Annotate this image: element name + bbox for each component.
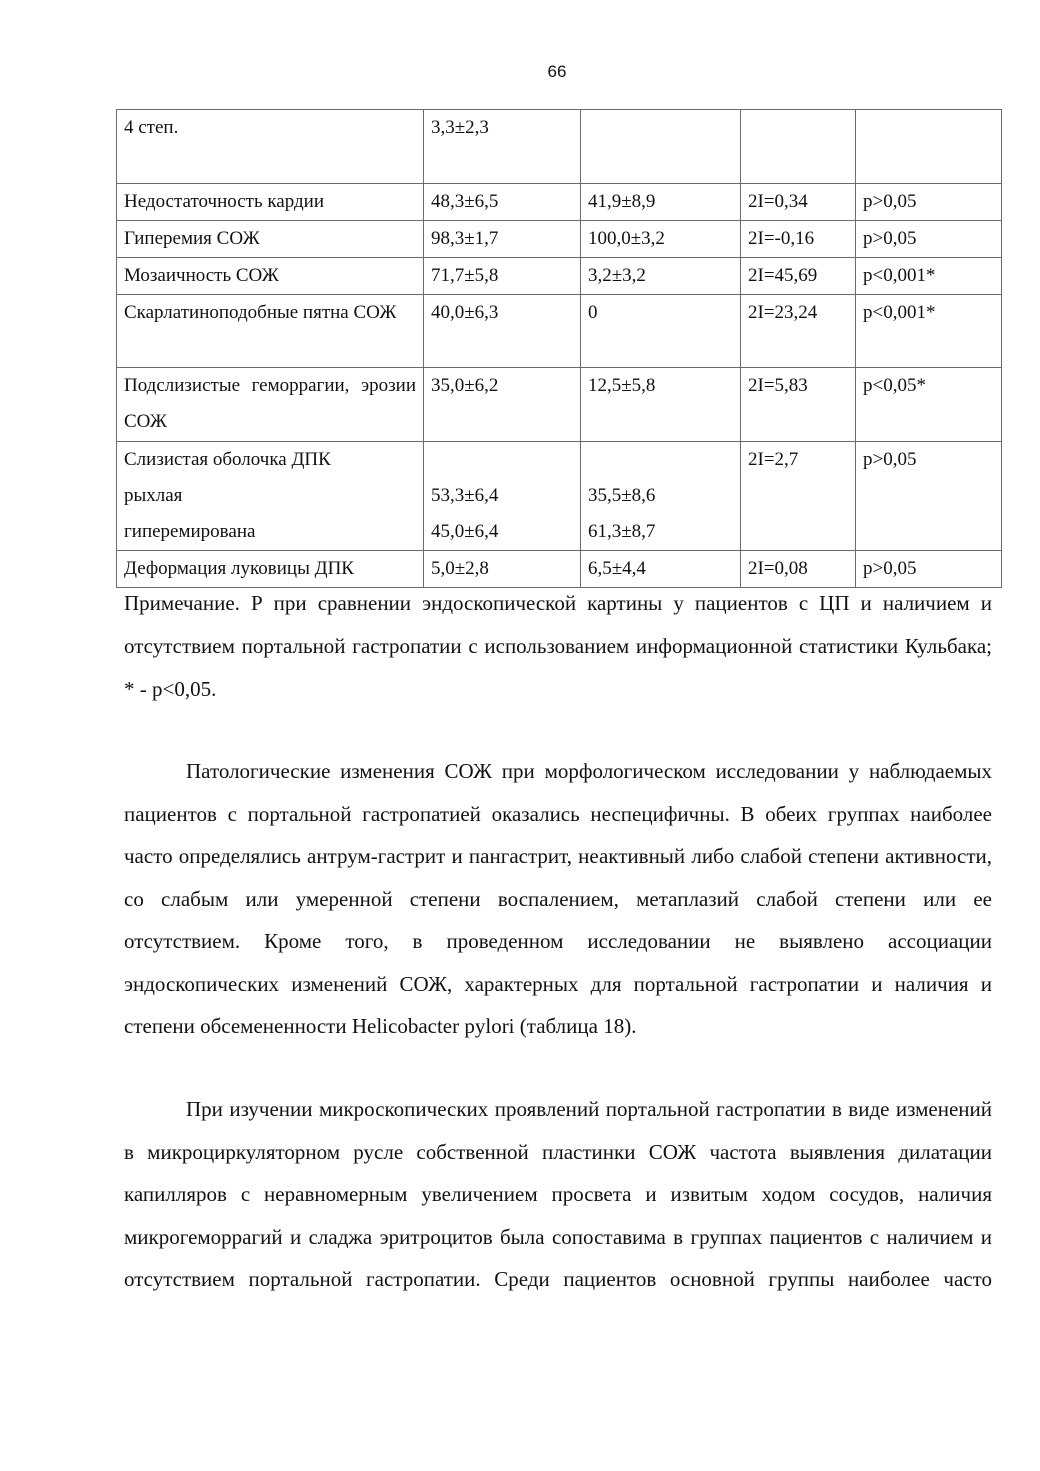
row-label: Мозаичность СОЖ xyxy=(117,258,424,295)
table-row xyxy=(117,258,1002,295)
row-label: Гиперемия СОЖ xyxy=(117,221,424,258)
row-label-line: Слизистая оболочка ДПК xyxy=(124,449,331,470)
group2-value: 6,5±4,4 xyxy=(581,551,741,588)
table-row xyxy=(117,295,1002,368)
group1-value: 40,0±6,3 xyxy=(424,295,581,368)
value-line xyxy=(431,442,573,478)
group1-value: 35,0±6,2 xyxy=(424,368,581,442)
value-line: 53,3±6,4 xyxy=(431,485,499,506)
p-value: p<0,001* xyxy=(856,295,1002,368)
statistic-value: 2I=-0,16 xyxy=(741,221,856,258)
statistic-value: 2I=0,34 xyxy=(741,184,856,221)
row-label: Деформация луковицы ДПК xyxy=(117,551,424,588)
table-row xyxy=(117,184,1002,221)
row-label-line: рыхлая xyxy=(124,485,183,506)
p-value: p<0,05* xyxy=(856,368,1002,442)
row-label: 4 степ. xyxy=(117,110,424,184)
page-number: 66 xyxy=(547,62,567,81)
group2-value: 0 xyxy=(581,295,741,368)
group1-value xyxy=(424,442,581,551)
row-label: Скарлатиноподобные пятна СОЖ xyxy=(117,295,424,368)
body-paragraph: При изучении микроскопических проявлений портальной гастропатии в виде изменений в микроциркуляторном русле собственной пластинки СОЖ частота выявления дилатации капилляров с неравномерным увеличением просвета и извитым ходом сосудов, наличия микрогеморрагий и сладжа эритроцитов была сопоставима в группах пациентов с наличием и отсутствием портальной гастропатии. Среди пациентов основной группы наиболее часто xyxy=(124,1097,992,1291)
body-paragraph: Патологические изменения СОЖ при морфологическом исследовании у наблюдаемых пациентов с портальной гастропатией оказались неспецифичны. В обеих группах наиболее часто определялись антрум-гастрит и пангастрит, неактивный либо слабой степени активности, со слабым или умеренной степени воспалением, метаплазий слабой степени или ее отсутствием. Кроме того, в проведенном исследовании не выявлено ассоциации эндоскопических изменений СОЖ, характерных для портальной гастропатии и наличия и степени обсемененности Helicobacter pylori (таблица 18). xyxy=(124,759,992,1038)
group2-value xyxy=(581,442,741,551)
value-line: 45,0±6,4 xyxy=(431,521,499,542)
table-row xyxy=(117,110,1002,184)
results-table xyxy=(116,109,1002,588)
statistic-value xyxy=(741,110,856,184)
statistic-value: 2I=45,69 xyxy=(741,258,856,295)
row-label: Подслизистые геморрагии, эрозии СОЖ xyxy=(117,368,424,442)
table-row xyxy=(117,368,1002,442)
value-line xyxy=(588,442,733,478)
value-line: 35,5±8,6 xyxy=(588,485,656,506)
row-label xyxy=(117,442,424,551)
p-value: p>0,05 xyxy=(856,442,1002,551)
value-line: 61,3±8,7 xyxy=(588,521,656,542)
group1-value: 5,0±2,8 xyxy=(424,551,581,588)
group1-value: 71,7±5,8 xyxy=(424,258,581,295)
table-row xyxy=(117,442,1002,551)
p-value: p<0,001* xyxy=(856,258,1002,295)
group1-value: 98,3±1,7 xyxy=(424,221,581,258)
table-note: Примечание. Р при сравнении эндоскопической картины у пациентов с ЦП и наличием и отсутствием портальной гастропатии с использованием информационной статистики Кульбака; * - p<0,05. xyxy=(124,591,992,701)
group2-value: 3,2±3,2 xyxy=(581,258,741,295)
p-value xyxy=(856,110,1002,184)
statistic-value: 2I=0,08 xyxy=(741,551,856,588)
p-value: p>0,05 xyxy=(856,184,1002,221)
group1-value: 48,3±6,5 xyxy=(424,184,581,221)
group2-value: 100,0±3,2 xyxy=(581,221,741,258)
p-value: p>0,05 xyxy=(856,221,1002,258)
p-value: p>0,05 xyxy=(856,551,1002,588)
group2-value xyxy=(581,110,741,184)
table-row xyxy=(117,221,1002,258)
group1-value: 3,3±2,3 xyxy=(424,110,581,184)
group2-value: 41,9±8,9 xyxy=(581,184,741,221)
statistic-value: 2I=2,7 xyxy=(741,442,856,551)
statistic-value: 2I=23,24 xyxy=(741,295,856,368)
row-label-line: гиперемирована xyxy=(124,521,256,542)
statistic-value: 2I=5,83 xyxy=(741,368,856,442)
group2-value: 12,5±5,8 xyxy=(581,368,741,442)
row-label: Недостаточность кардии xyxy=(117,184,424,221)
